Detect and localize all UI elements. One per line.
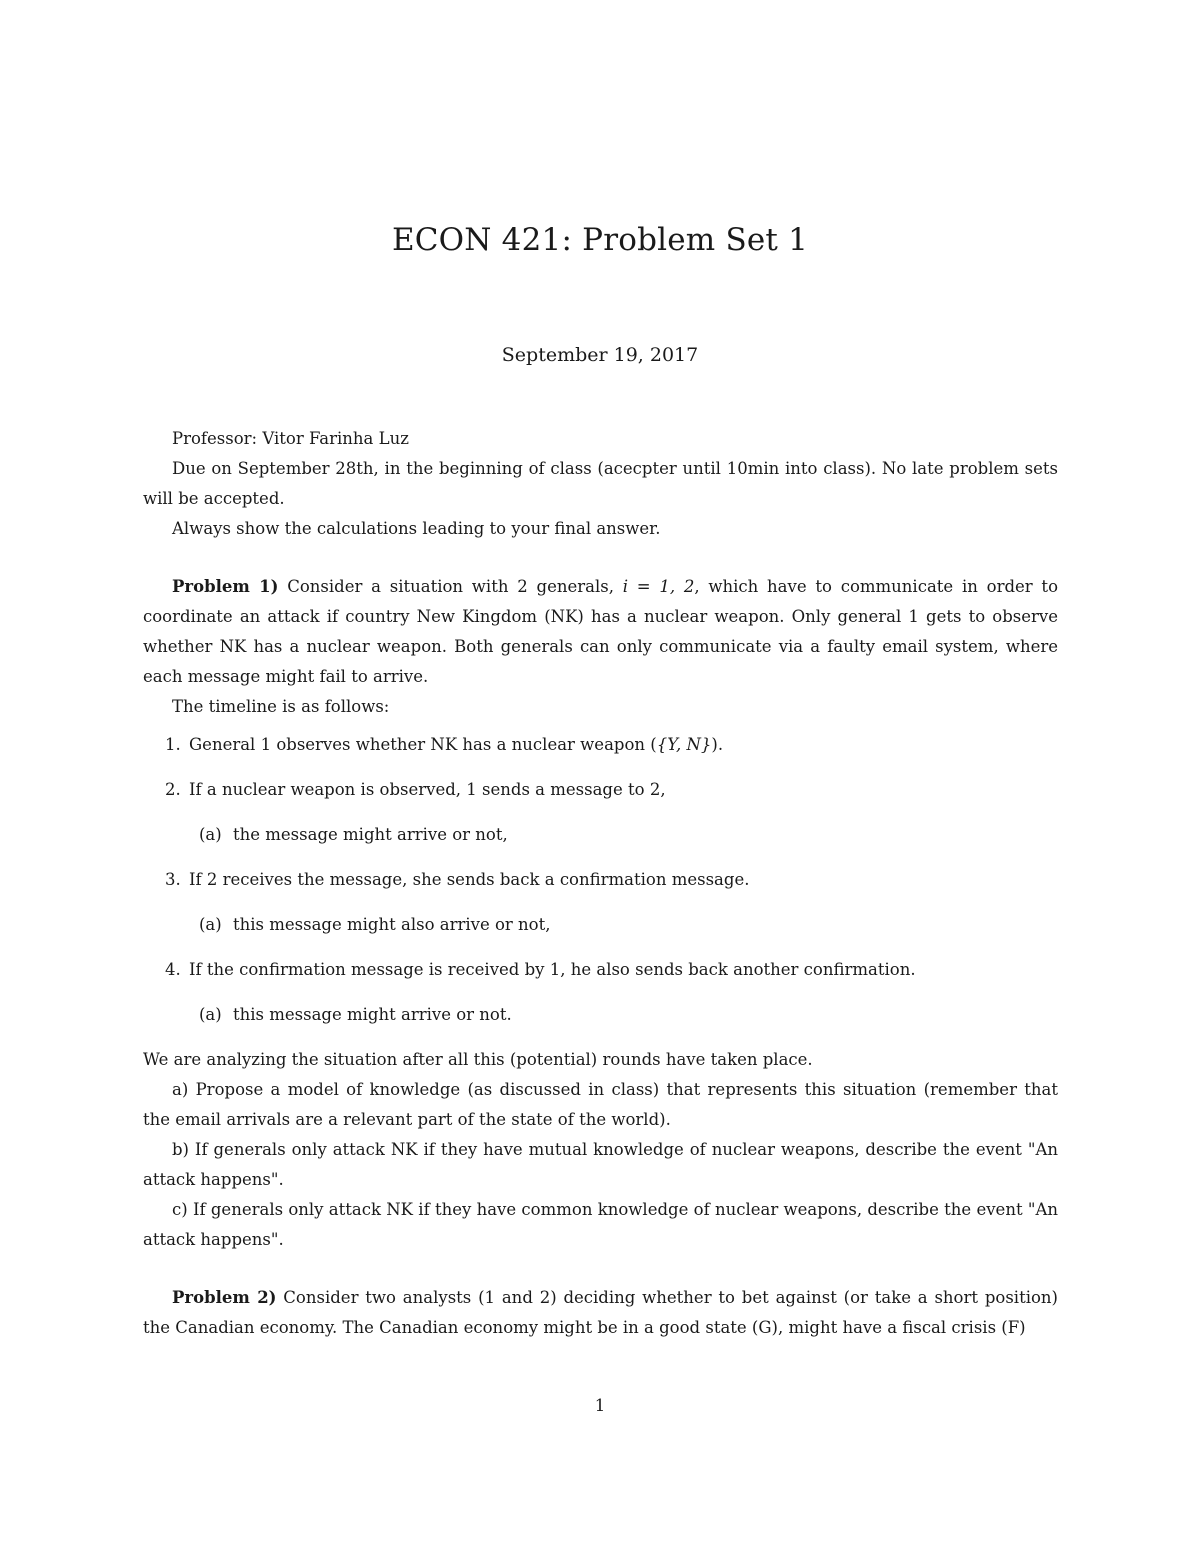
timeline-label: The timeline is as follows: [172, 697, 390, 716]
question-b: b) If generals only attack NK if they have mutual knowledge of nuclear weapons, describe the event "An attack happens". [143, 1140, 1058, 1189]
question-a: a) Propose a model of knowledge (as discussed in class) that represents this situation (remember that the email arrivals are a relevant part of the state of the world). [143, 1080, 1058, 1129]
step-text: If a nuclear weapon is observed, 1 sends a message to 2, [189, 780, 666, 799]
instructions-line: Always show the calculations leading to your final answer. [172, 519, 661, 538]
problem-2-text: Consider two analysts (1 and 2) deciding whether to bet against (or take a short position) the Canadian economy. The Canadian economy might be in a good state (G), might have a fiscal crisis (F) [143, 1288, 1058, 1337]
document-date: September 19, 2017 [501, 344, 699, 366]
step-math: {Y, N} [656, 735, 712, 754]
substep-number: (a) [199, 915, 222, 934]
step-number: 2. [165, 780, 181, 799]
analysis-note: We are analyzing the situation after all this (potential) rounds have taken place. [143, 1050, 813, 1069]
step-text: If the confirmation message is received by 1, he also sends back another confirmation. [189, 960, 916, 979]
substep-text: this message might also arrive or not, [233, 915, 551, 934]
page-title: ECON 421: Problem Set 1 [391, 222, 809, 258]
problem-2-label: Problem 2) [172, 1288, 277, 1307]
problem-1-text-b: , which have to communicate in order to coordinate an attack if country New Kingdom (NK) has a nuclear weapon. Only general 1 gets to observe whether NK has a nuclear weapon. Both generals can only communicate via a faulty email system, where each message might fail to arrive. [143, 577, 1059, 686]
substep-number: (a) [199, 1005, 222, 1024]
timeline-step [143, 775, 1058, 805]
substep-text: this message might arrive or not. [233, 1005, 512, 1024]
document-body [143, 424, 1058, 1343]
substep-text: the message might arrive or not, [233, 825, 508, 844]
timeline-step [143, 730, 1058, 760]
step-number: 3. [165, 870, 181, 889]
step-number: 1. [165, 735, 181, 754]
timeline-substep [143, 910, 1058, 940]
professor-line: Professor: Vitor Farinha Luz [172, 429, 409, 448]
step-number: 4. [165, 960, 181, 979]
timeline-substep [143, 1000, 1058, 1030]
problem-2-intro [143, 1283, 1058, 1343]
problem-1-intro [143, 572, 1058, 692]
timeline-step [143, 865, 1058, 895]
problem-1-label: Problem 1) [172, 577, 279, 596]
problem-1-text-a: Consider a situation with 2 generals, [278, 577, 623, 596]
question-c: c) If generals only attack NK if they have common knowledge of nuclear weapons, describe the event "An attack happens". [143, 1200, 1058, 1249]
due-line: Due on September 28th, in the beginning of class (acecpter until 10min into class). No late problem sets will be accepted. [143, 459, 1058, 508]
timeline-list [143, 730, 1058, 1030]
timeline-substep [143, 820, 1058, 850]
problem-1-math: i = 1, 2 [622, 577, 695, 596]
step-text-b: ). [711, 735, 724, 754]
step-text: If 2 receives the message, she sends back a confirmation message. [189, 870, 750, 889]
step-text-a: General 1 observes whether NK has a nuclear weapon ( [189, 735, 657, 754]
substep-number: (a) [199, 825, 222, 844]
timeline-step [143, 955, 1058, 985]
page-number: 1 [594, 1396, 606, 1415]
